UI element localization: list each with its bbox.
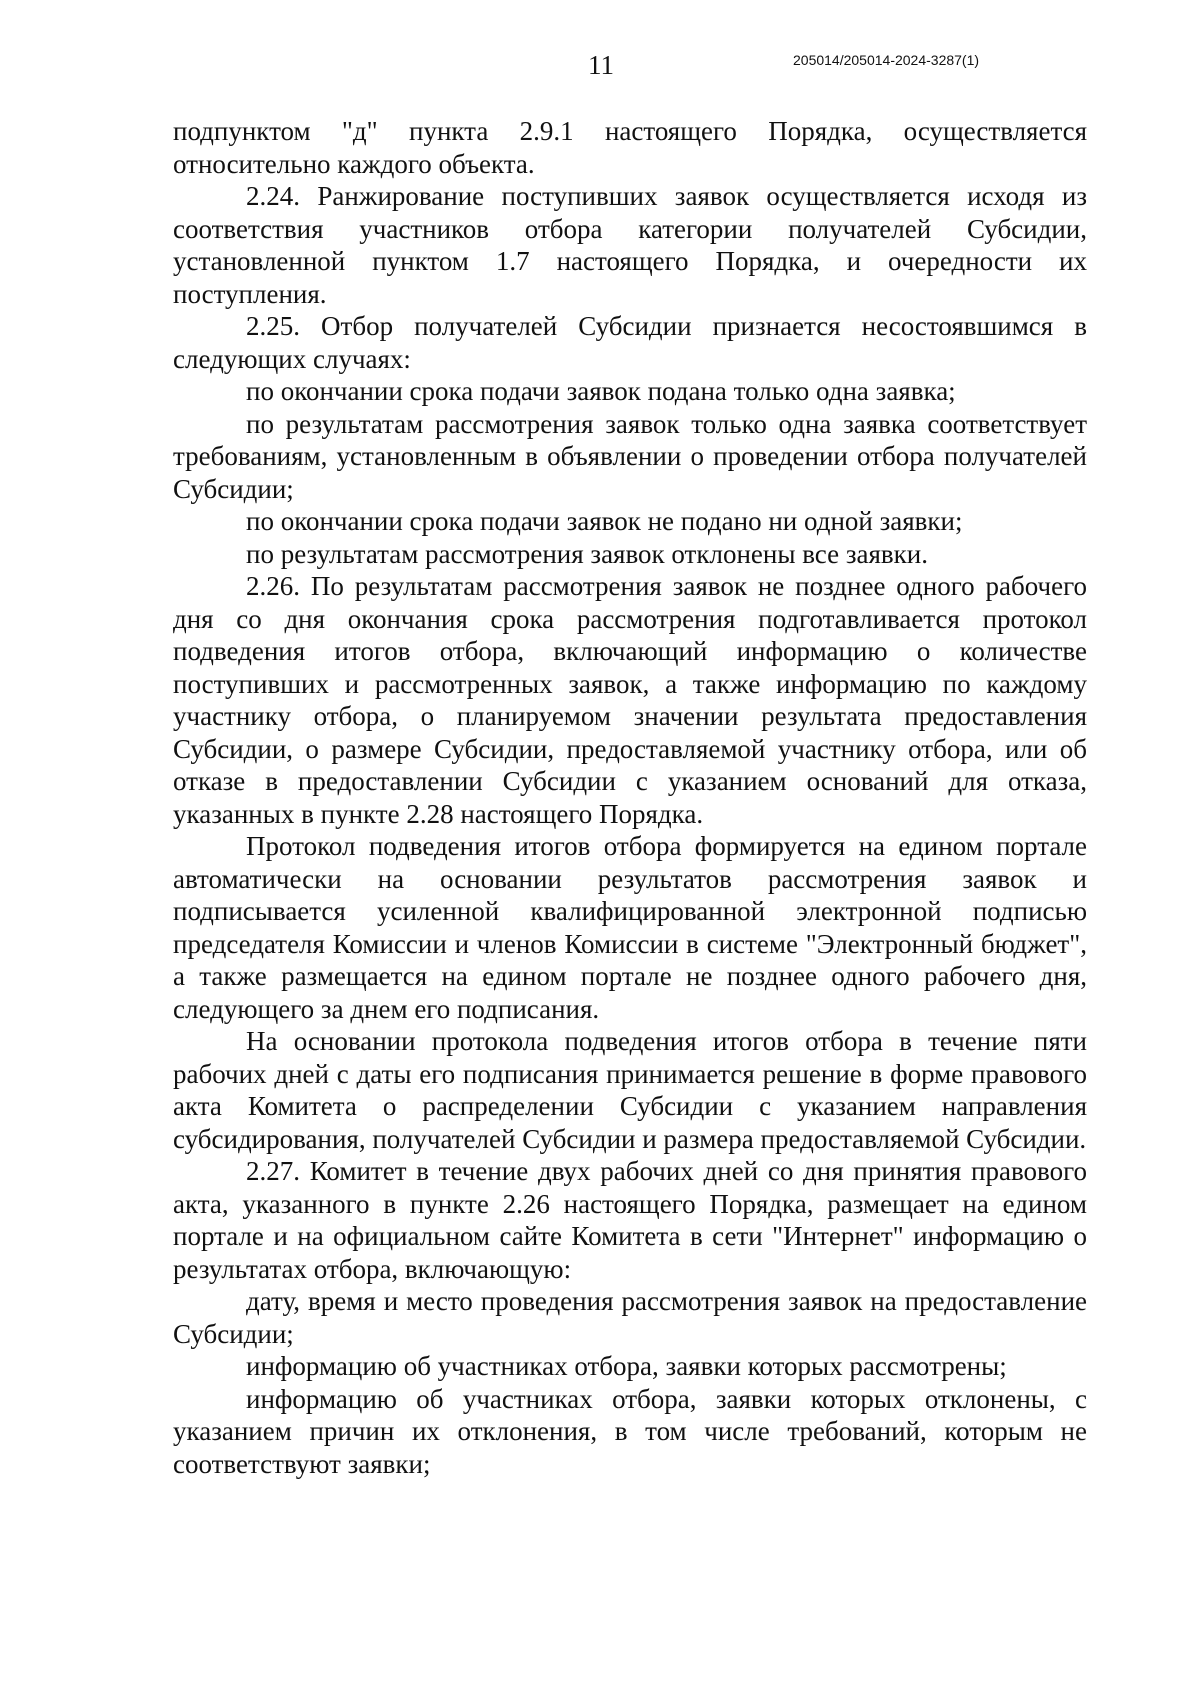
paragraph: Протокол подведения итогов отбора формируется на едином портале автоматически на основании результатов рассмотрения заявок и подписывается усиленной квалифицированной электронной подписью председателя Комиссии и членов Комиссии в системе "Электронный бюджет", а также размещается на едином портале не позднее одного рабочего дня, следующего за днем его подписания. bbox=[173, 831, 1087, 1024]
paragraph: информацию об участниках отбора, заявки которых отклонены, с указанием причин их отклонения, в том числе требований, которым не соответствуют заявки; bbox=[173, 1383, 1087, 1479]
document-body bbox=[173, 115, 1087, 1480]
paragraph: 2.24. Ранжирование поступивших заявок осуществляется исходя из соответствия участников отбора категории получателей Субсидии, установленной пунктом 1.7 настоящего Порядка, и очередности их поступления. bbox=[173, 181, 1087, 309]
paragraph: информацию об участниках отбора, заявки которых рассмотрены; bbox=[246, 1351, 1007, 1381]
paragraph: 2.25. Отбор получателей Субсидии признается несостоявшимся в следующих случаях: bbox=[173, 311, 1087, 374]
paragraph: дату, время и место проведения рассмотрения заявок на предоставление Субсидии; bbox=[173, 1286, 1087, 1349]
page-number: 11 bbox=[588, 50, 614, 80]
paragraph: по результатам рассмотрения заявок только одна заявка соответствует требованиям, установленным в объявлении о проведении отбора получателей Субсидии; bbox=[173, 408, 1087, 504]
paragraph: по окончании срока подачи заявок подана только одна заявка; bbox=[246, 376, 956, 406]
paragraph: по окончании срока подачи заявок не подано ни одной заявки; bbox=[246, 506, 963, 536]
paragraph: 2.27. Комитет в течение двух рабочих дней со дня принятия правового акта, указанного в пункте 2.26 настоящего Порядка, размещает на едином портале и на официальном сайте Комитета в сети "Интернет" информацию о результатах отбора, включающую: bbox=[173, 1156, 1087, 1284]
paragraph: На основании протокола подведения итогов отбора в течение пяти рабочих дней с даты его подписания принимается решение в форме правового акта Комитета о распределении Субсидии с указанием направления субсидирования, получателей Субсидии и размера предоставляемой Субсидии. bbox=[173, 1026, 1087, 1154]
paragraph: 2.26. По результатам рассмотрения заявок не позднее одного рабочего дня со дня окончания срока рассмотрения подготавливается протокол подведения итогов отбора, включающий информацию о количестве поступивших и рассмотренных заявок, а также информацию по каждому участнику отбора, о планируемом значении результата предоставления Субсидии, о размере Субсидии, предоставляемой участнику отбора, или об отказе в предоставлении Субсидии с указанием оснований для отказа, указанных в пункте 2.28 настоящего Порядка. bbox=[173, 571, 1087, 829]
paragraph: по результатам рассмотрения заявок отклонены все заявки. bbox=[246, 538, 928, 569]
paragraph: подпунктом "д" пункта 2.9.1 настоящего Порядка, осуществляется относительно каждого объекта. bbox=[173, 116, 1087, 179]
document-id: 205014/205014-2024-3287(1) bbox=[793, 52, 980, 68]
